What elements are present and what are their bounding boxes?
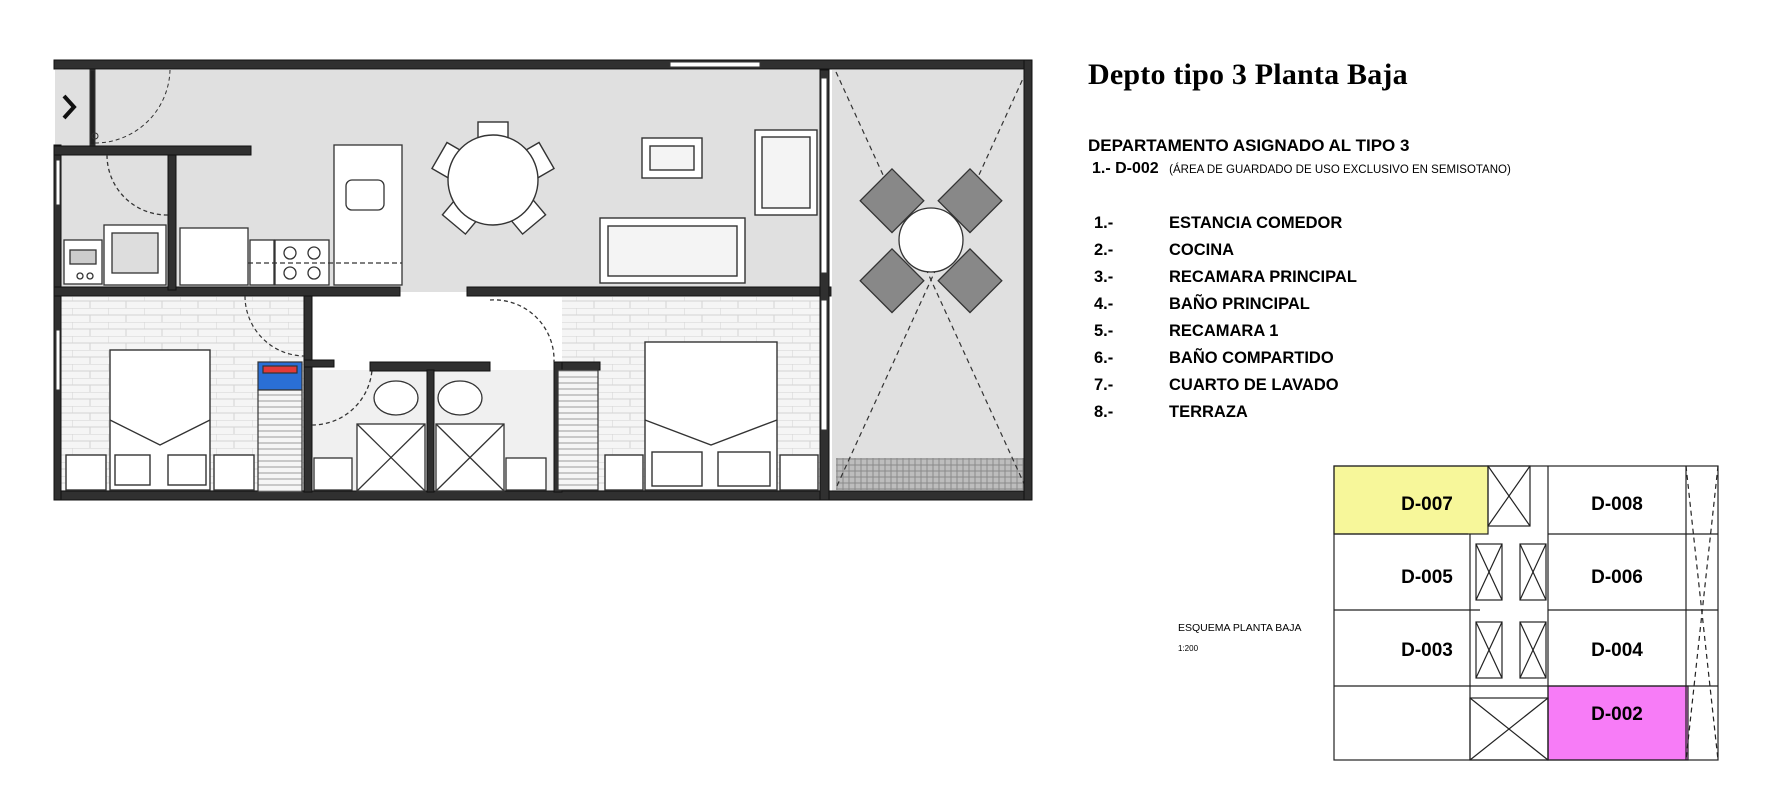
- assigned-unit-note: (ÁREA DE GUARDADO DE USO EXCLUSIVO EN SEMISOTANO): [1169, 164, 1511, 176]
- schema-unit-d003: D-003: [1401, 640, 1453, 661]
- room-name: TERRAZA: [1169, 403, 1248, 421]
- room-number: 5.-: [1094, 322, 1114, 340]
- room-list: [1094, 214, 1357, 430]
- assigned-unit-code: D-002: [1115, 160, 1159, 177]
- schema-unit-d006: D-006: [1591, 567, 1643, 588]
- room-name: BAÑO PRINCIPAL: [1169, 295, 1310, 313]
- schema-unit-d002: D-002: [1591, 704, 1643, 725]
- page-title: Depto tipo 3 Planta Baja: [1088, 58, 1408, 91]
- room-list-item: [1094, 403, 1357, 430]
- schema-scale: 1:200: [1178, 644, 1199, 653]
- assigned-heading: DEPARTAMENTO ASIGNADO AL TIPO 3: [1088, 136, 1410, 155]
- room-number: 6.-: [1094, 349, 1114, 367]
- room-list-item: [1094, 268, 1357, 295]
- room-name: RECAMARA 1: [1169, 322, 1279, 340]
- room-list-item: [1094, 349, 1357, 376]
- room-number: 1.-: [1094, 214, 1114, 232]
- room-name: ESTANCIA COMEDOR: [1169, 214, 1343, 232]
- assigned-unit: [1092, 160, 1511, 178]
- schema-unit-d007: D-007: [1401, 494, 1453, 515]
- room-name: CUARTO DE LAVADO: [1169, 376, 1339, 394]
- schema-label: ESQUEMA PLANTA BAJA: [1178, 622, 1302, 634]
- closet-right: [558, 370, 598, 490]
- room-name: RECAMARA PRINCIPAL: [1169, 268, 1357, 286]
- room-number: 2.-: [1094, 241, 1114, 259]
- room-list-item: [1094, 241, 1357, 268]
- room-list-item: [1094, 376, 1357, 403]
- schema-unit-d005: D-005: [1401, 567, 1453, 588]
- room-list-item: [1094, 322, 1357, 349]
- room-name: COCINA: [1169, 241, 1235, 259]
- room-number: 4.-: [1094, 295, 1114, 313]
- schema-unit-d004: D-004: [1591, 640, 1643, 661]
- assigned-unit-index: 1.-: [1092, 160, 1111, 177]
- room-number: 8.-: [1094, 403, 1114, 421]
- room-list-item: [1094, 214, 1357, 241]
- room-list-item: [1094, 295, 1357, 322]
- room-number: 3.-: [1094, 268, 1114, 286]
- schema-key-plan: [1334, 466, 1718, 760]
- schema-unit-d008: D-008: [1591, 494, 1643, 515]
- room-number: 7.-: [1094, 376, 1114, 394]
- room-name: BAÑO COMPARTIDO: [1169, 349, 1334, 367]
